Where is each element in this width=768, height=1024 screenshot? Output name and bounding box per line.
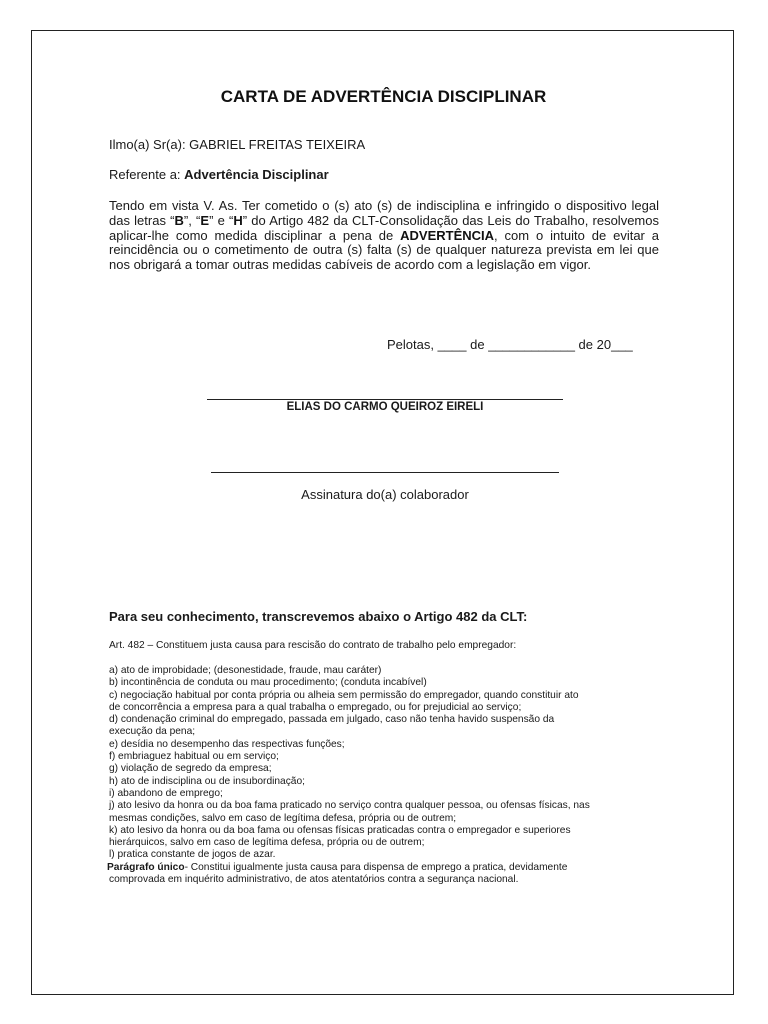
article-item: i) abandono de emprego; [109,787,223,799]
document-title: CARTA DE ADVERTÊNCIA DISCIPLINAR [220,87,547,106]
employer-name: ELIAS DO CARMO QUEIROZ EIRELI [286,401,484,413]
body-text-1: Tendo em vista V. As. Ter cometido o (s) ato (s) de indisciplina e infringido o dispositivo legal das letras “ [109,198,659,228]
paragraph-unico-continuation: comprovada em inquérito administrativo, de atos atentatórios contra a segurança nacional. [109,874,519,886]
paragraph-unico [107,862,669,874]
recipient-label: Ilmo(a) Sr(a): [109,137,190,152]
recipient-line [109,137,365,152]
article-item: l) pratica constante de jogos de azar. [109,849,276,861]
article-item: de concorrência a empresa para a qual trabalha o empregado, ou for prejudicial ao serviço; [109,701,522,713]
article-item: j) ato lesivo da honra ou da boa fama praticado no serviço contra qualquer pessoa, ou ofensas físicas, nas [109,800,590,812]
letter-h: H [233,212,243,228]
paragraph-unico-text: - Constitui igualmente justa causa para dispensa de emprego a pratica, devidamente [184,861,568,873]
article-item: mesmas condições, salvo em caso de legítima defesa, própria ou de outrem; [109,812,457,824]
article-item: f) embriaguez habitual ou em serviço; [109,751,279,763]
body-text-4: ” do Artigo 482 da CLT-Consolidação das Leis do Trabalho, resolvemos aplicar-lhe como medida disciplinar a pena de [109,212,659,243]
date-line: Pelotas, ____ de ____________ de 20___ [387,337,633,352]
article-item: hierárquicos, salvo em caso de legítima defesa, própria ou de outrem; [109,837,425,849]
article-heading: Para seu conhecimento, transcrevemos abaixo o Artigo 482 da CLT: [109,609,528,624]
body-text-5: , com o intuito de evitar a reincidência ou o cometimento de outra (s) falta (s) de qualquer natureza prevista em lei que nos obrigará a tomar outras medidas cabíveis de acordo com a legislação em vigor. [109,227,660,273]
article-item: c) negociação habitual por conta própria ou alheia sem permissão do empregador, quando constituir ato [109,689,579,701]
article-item: g) violação de segredo da empresa; [109,763,272,775]
employer-signature-line [207,399,563,400]
body-text-2: ”, “ [183,212,201,228]
reference-label: Referente a: [109,167,185,182]
article-item: e) desídia no desempenho das respectivas funções; [109,738,345,750]
reference-value: Advertência Disciplinar [184,167,329,182]
article-item: a) ato de improbidade; (desonestidade, fraude, mau caráter) [109,665,382,676]
employee-signature-line [211,472,559,473]
article-items-list [109,665,669,886]
reference-line [109,167,329,182]
article-item: k) ato lesivo da honra ou da boa fama ou ofensas físicas praticadas contra o empregador e superiores [109,824,571,836]
article-item: execução da pena; [109,726,196,738]
article-intro: Art. 482 – Constituem justa causa para rescisão do contrato de trabalho pelo empregador: [109,640,517,651]
employee-signature-caption: Assinatura do(a) colaborador [301,487,469,502]
document-page [31,30,734,995]
article-item: b) incontinência de conduta ou mau procedimento; (conduta incabível) [109,677,427,689]
advertencia-word: ADVERTÊNCIA [400,227,495,243]
paragraph-unico-label: Parágrafo único [107,861,185,873]
recipient-name: GABRIEL FREITAS TEIXEIRA [189,137,366,152]
article-item: d) condenação criminal do empregado, passada em julgado, caso não tenha havido suspensão da [109,714,555,726]
body-paragraph [109,199,659,273]
body-text-3: ” e “ [209,212,234,228]
letter-b: B [174,212,184,228]
article-item: h) ato de indisciplina ou de insubordinação; [109,775,305,787]
letter-e: E [200,212,210,228]
